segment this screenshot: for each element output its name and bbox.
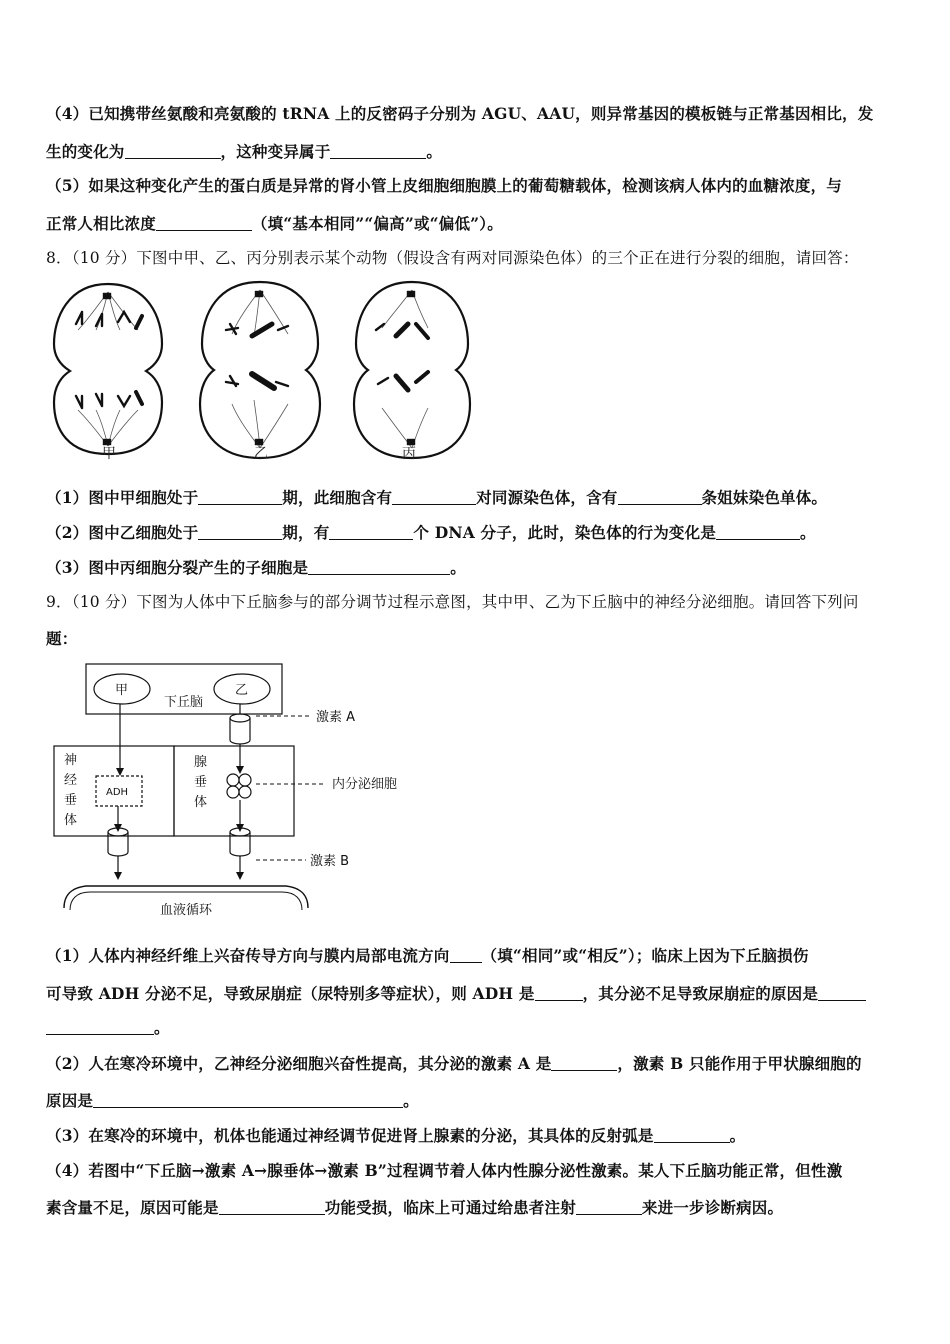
hypothalamus-diagram bbox=[50, 660, 430, 924]
q8-sub3: （3）图中丙细胞分裂产生的子细胞是 。 bbox=[46, 558, 466, 577]
label-endocrine-cell: 内分泌细胞 bbox=[332, 777, 398, 792]
label-blood: 血液循环 bbox=[160, 903, 213, 918]
q9-sub1-line1: （1）人体内神经纤维上兴奋传导方向与膜内局部电流方向 （填“相同”或“相反”）；临床上因为下丘脑损伤 bbox=[46, 946, 809, 965]
answer-blank[interactable] bbox=[46, 1020, 154, 1035]
label-hormone-b: 激素 B bbox=[310, 854, 350, 869]
q7-part5-line2: 正常人相比浓度 （填“基本相同”“偏高”或“偏低”）。 bbox=[46, 214, 503, 233]
answer-blank[interactable] bbox=[450, 948, 482, 963]
label-neuro-1: 神 bbox=[64, 753, 78, 768]
answer-blank[interactable] bbox=[308, 560, 450, 575]
q9-stem-line2: 题： bbox=[46, 629, 78, 648]
label-hypothalamus: 下丘脑 bbox=[164, 695, 204, 710]
q9-stem-line1: 9．（10 分）下图为人体中下丘脑参与的部分调节过程示意图，其中甲、乙为下丘脑中的神经分泌细胞。请回答下列问 bbox=[46, 593, 859, 611]
caption-yi: 乙 bbox=[254, 446, 268, 462]
answer-blank[interactable] bbox=[654, 1128, 730, 1143]
answer-blank[interactable] bbox=[818, 986, 866, 1001]
label-adeno-1: 腺 bbox=[194, 755, 208, 770]
label-hormone-a: 激素 A bbox=[316, 710, 356, 725]
answer-blank[interactable] bbox=[392, 490, 476, 505]
q9-sub2-line2: 原因是 。 bbox=[46, 1091, 419, 1110]
q9-sub3: （3）在寒冷的环境中，机体也能通过神经调节促进肾上腺素的分泌，其具体的反射弧是 。 bbox=[46, 1126, 746, 1145]
label-adeno-2: 垂 bbox=[194, 775, 208, 790]
q8-sub2: （2）图中乙细胞处于 期，有 个 DNA 分子，此时，染色体的行为变化是 。 bbox=[46, 523, 816, 542]
answer-blank[interactable] bbox=[198, 490, 282, 505]
answer-blank[interactable] bbox=[156, 216, 252, 231]
q7-part4-line1: （4）已知携带丝氨酸和亮氨酸的 tRNA 上的反密码子分别为 AGU、AAU，则异常基因的模板链与正常基因相比，发 bbox=[46, 104, 874, 123]
label-adh: ADH bbox=[106, 787, 129, 798]
label-neuro-3: 垂 bbox=[64, 793, 78, 808]
label-neuro-4: 体 bbox=[64, 813, 78, 828]
q9-sub4-line1: （4）若图中“下丘脑→激素 A→腺垂体→激素 B”过程调节着人体内性腺分泌性激素。某人下丘脑功能正常，但性激 bbox=[46, 1161, 843, 1180]
cell-yi-membrane bbox=[200, 282, 320, 458]
answer-blank[interactable] bbox=[330, 144, 426, 159]
q9-sub2-line1: （2）人在寒冷环境中，乙神经分泌细胞兴奋性提高，其分泌的激素 A 是 ，激素 B 只能作用于甲状腺细胞的 bbox=[46, 1054, 862, 1073]
label-adeno-3: 体 bbox=[194, 795, 208, 810]
q9-sub1-line3: 。 bbox=[46, 1016, 170, 1038]
answer-blank[interactable] bbox=[329, 525, 413, 540]
caption-bing: 丙 bbox=[402, 446, 416, 462]
answer-blank[interactable] bbox=[93, 1093, 403, 1108]
answer-blank[interactable] bbox=[618, 490, 702, 505]
label-neuro-2: 经 bbox=[64, 773, 78, 788]
q8-stem: 8．（10 分）下图中甲、乙、丙分别表示某个动物（假设含有两对同源染色体）的三个正在进行分裂的细胞，请回答： bbox=[46, 249, 859, 267]
answer-blank[interactable] bbox=[125, 144, 221, 159]
answer-blank[interactable] bbox=[716, 525, 800, 540]
label-yi: 乙 bbox=[235, 683, 249, 698]
cell-bing-membrane bbox=[354, 282, 470, 458]
q9-sub1-line2: 可导致 ADH 分泌不足，导致尿崩症（尿特别多等症状），则 ADH 是 ，其分泌不足导致尿崩症的原因是 bbox=[46, 982, 866, 1004]
q8-sub1: （1）图中甲细胞处于 期，此细胞含有 对同源染色体，含有 条姐妹染色单体。 bbox=[46, 488, 828, 507]
adeno-pituitary-box bbox=[174, 746, 294, 836]
label-jia: 甲 bbox=[115, 683, 129, 698]
q7-part5-line1: （5）如果这种变化产生的蛋白质是异常的肾小管上皮细胞细胞膜上的葡萄糖载体，检测该病人体内的血糖浓度，与 bbox=[46, 176, 842, 195]
answer-blank[interactable] bbox=[198, 525, 282, 540]
cell-captions bbox=[46, 440, 476, 466]
answer-blank[interactable] bbox=[535, 986, 583, 1001]
cell-jia-membrane bbox=[54, 284, 162, 454]
q9-sub4-line2: 素含量不足，原因可能是 功能受损，临床上可通过给患者注射 来进一步诊断病因。 bbox=[46, 1198, 784, 1217]
q7-part4-line2: 生的变化为 ，这种变异属于 。 bbox=[46, 142, 443, 161]
answer-blank[interactable] bbox=[576, 1200, 642, 1215]
answer-blank[interactable] bbox=[551, 1056, 617, 1071]
caption-jia: 甲 bbox=[102, 446, 116, 462]
answer-blank[interactable] bbox=[219, 1200, 325, 1215]
